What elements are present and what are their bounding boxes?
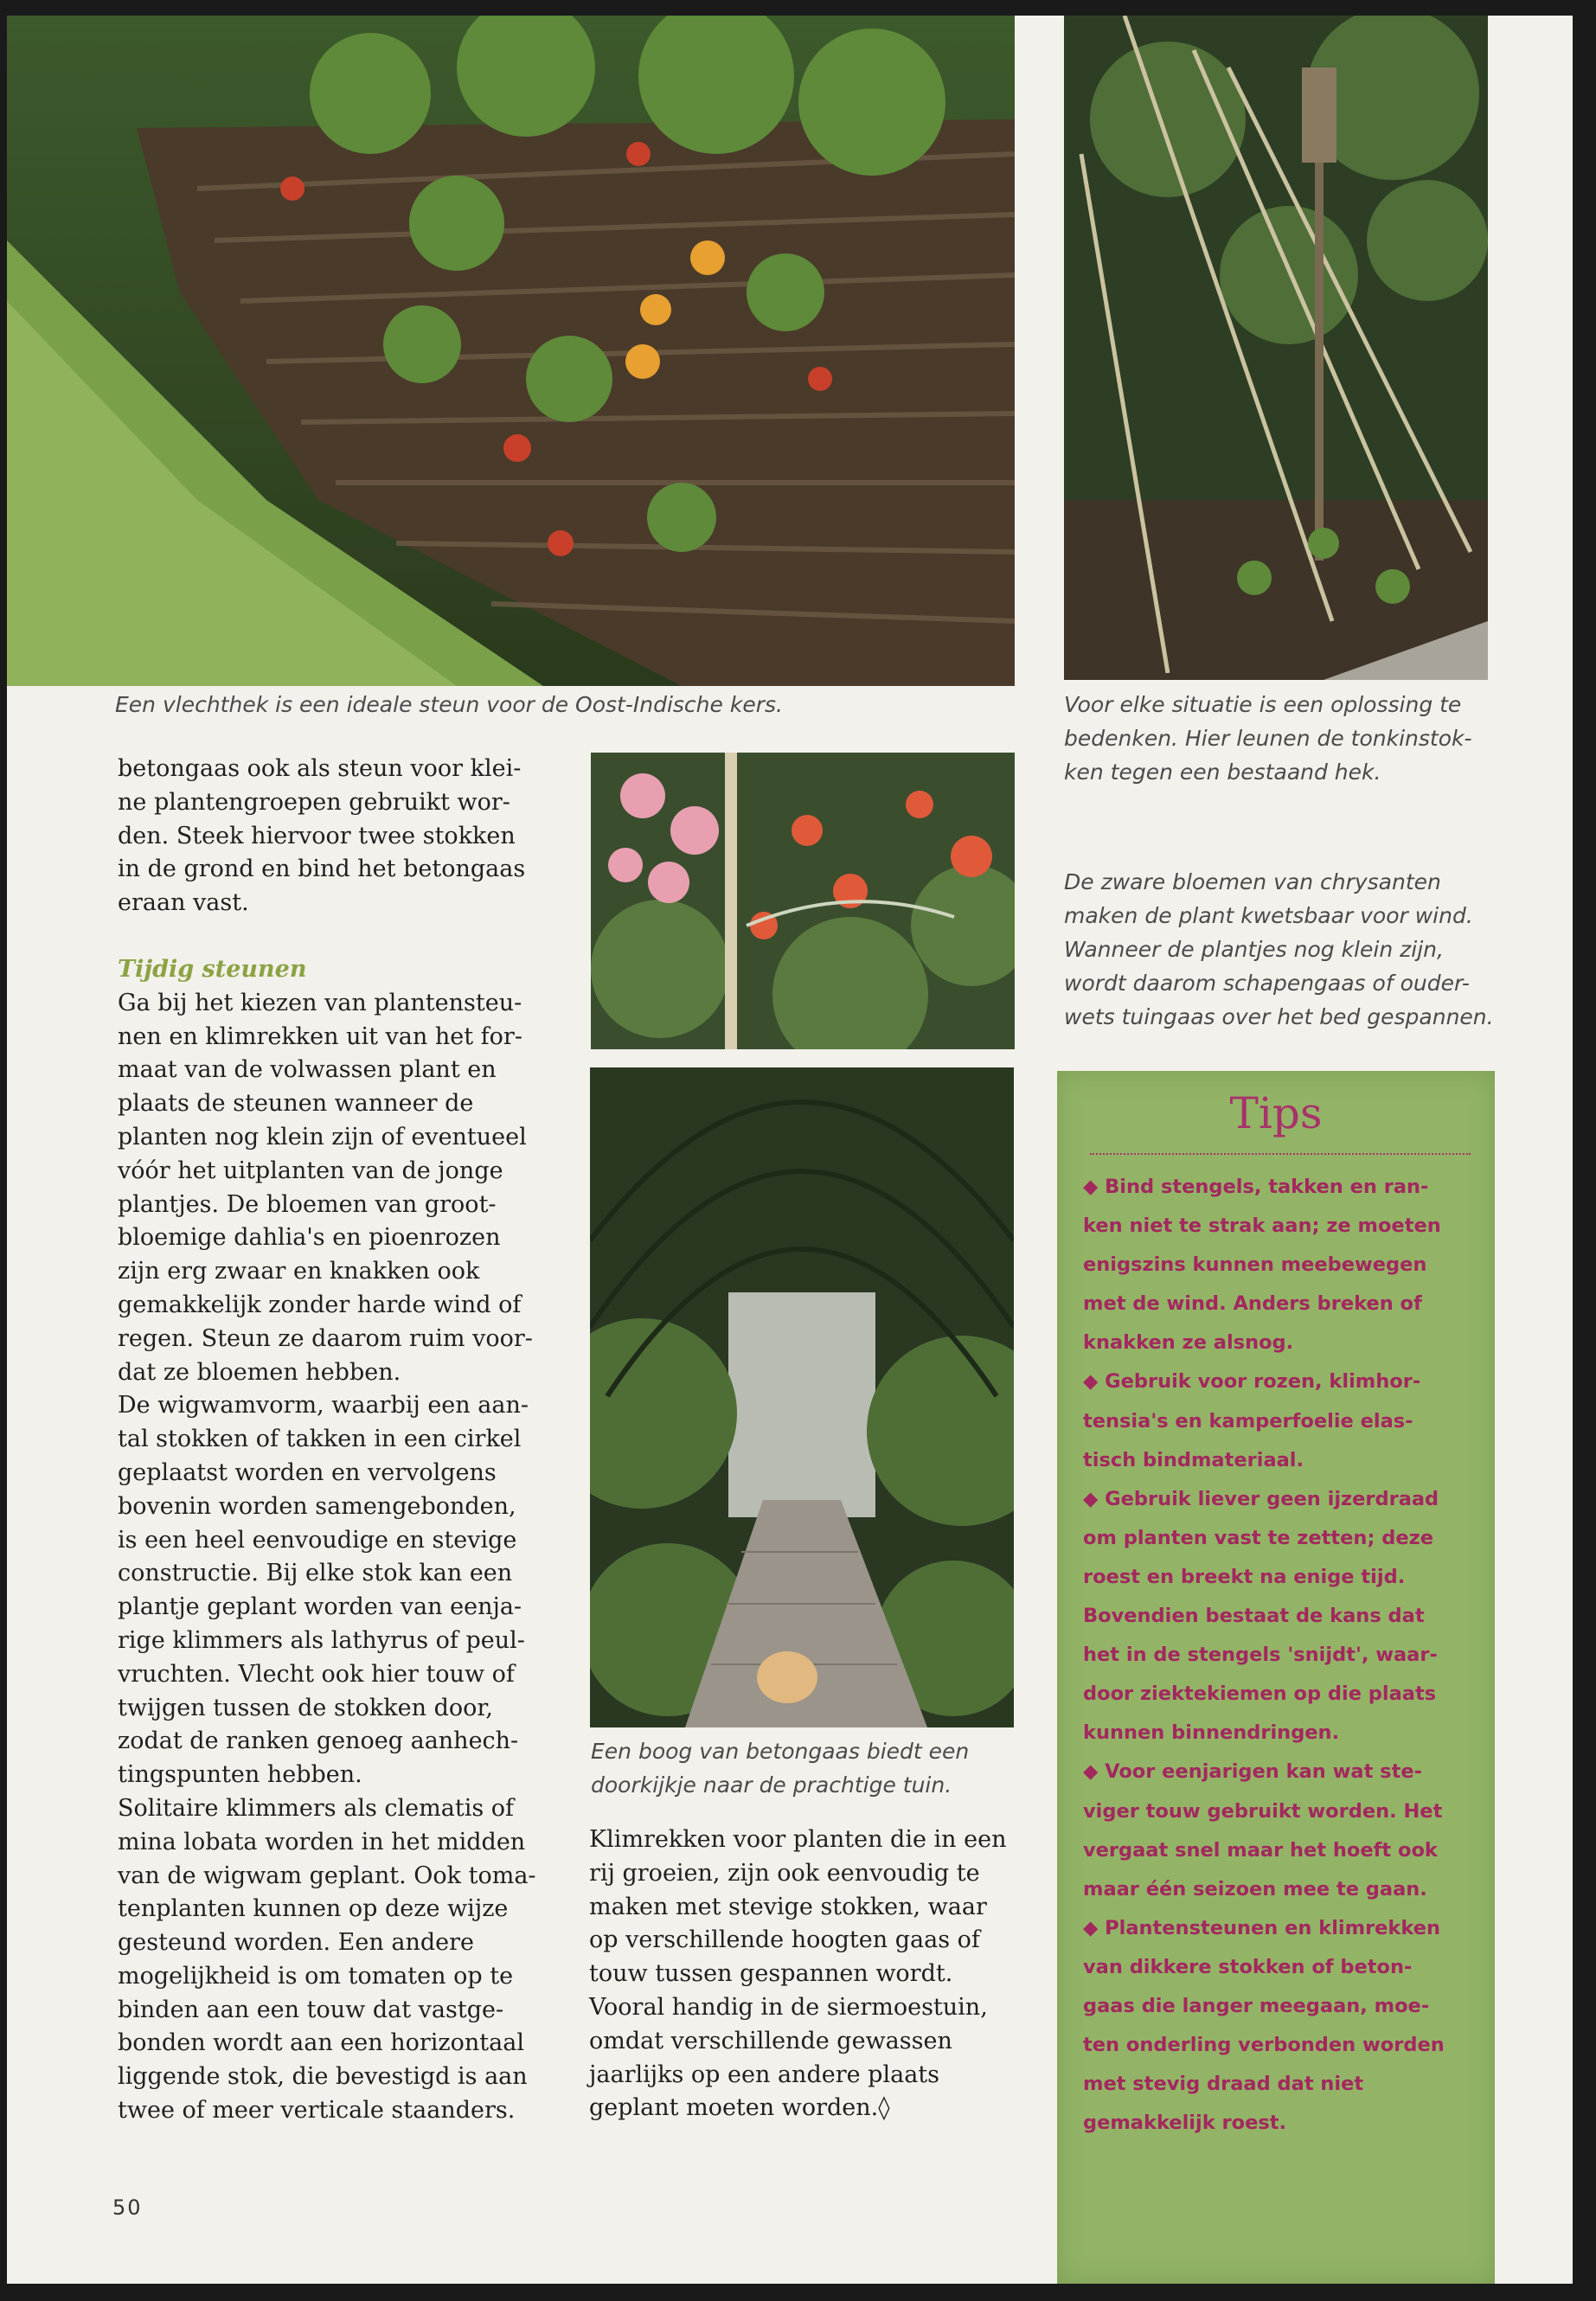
text-line: gemakkelijk zonder harde wind of	[118, 1291, 522, 1318]
tip-text: kunnen binnendringen.	[1083, 1721, 1340, 1745]
text-line: bovenin worden samengebonden,	[118, 1492, 516, 1520]
page-number: 50	[112, 2195, 143, 2220]
text-line: zodat de ranken genoeg aanhech-	[118, 1727, 519, 1755]
tip-text: Bovendien bestaat de kans dat	[1083, 1605, 1425, 1628]
text-line: betongaas ook als steun voor klei-	[118, 755, 522, 782]
tips-title: Tips	[1229, 1088, 1323, 1138]
tips-divider	[1090, 1153, 1471, 1155]
tip-text: Voor eenjarigen kan wat ste-	[1105, 1760, 1422, 1784]
tips-list	[1083, 1168, 1490, 2143]
text-line: mogelijkheid is om tomaten op te	[118, 1962, 514, 1990]
tip-text: met stevig draad dat niet	[1083, 2073, 1364, 2096]
text-line: mina lobata worden in het midden	[118, 1828, 526, 1856]
text-line: touw tussen gespannen wordt.	[589, 1960, 953, 1988]
caption-line: doorkijkje naar de prachtige tuin.	[591, 1772, 952, 1798]
tip-line	[1083, 2065, 1490, 2104]
caption-tonkinstokken	[1064, 688, 1488, 789]
column-2-text	[589, 1823, 1039, 2125]
tip-line	[1083, 1792, 1490, 1831]
tip-text: Bind stengels, takken en ran-	[1105, 1176, 1429, 1198]
tip-line	[1083, 2104, 1490, 2143]
tip-line	[1083, 1597, 1490, 1636]
tip-text: Gebruik voor rozen, klimhor-	[1105, 1370, 1421, 1394]
tips-box	[1057, 1071, 1495, 2284]
diamond-bullet-icon: ◆	[1083, 1370, 1106, 1394]
diamond-bullet-icon: ◆	[1083, 1760, 1106, 1784]
diamond-bullet-icon: ◆	[1083, 1176, 1106, 1198]
caption-vlechthek	[115, 688, 1015, 721]
tip-text: roest en breekt na enige tijd.	[1083, 1565, 1406, 1588]
tip-text: vergaat snel maar het hoeft ook	[1083, 1838, 1438, 1862]
text-line: plantjes. De bloemen van groot-	[118, 1190, 497, 1218]
caption-boog	[591, 1734, 1015, 1802]
tip-item-start	[1083, 1909, 1490, 1948]
bamboo-canes-photo	[1064, 16, 1488, 680]
text-line: twijgen tussen de stokken door,	[118, 1694, 493, 1721]
tip-line	[1083, 1519, 1490, 1558]
text-line: maken met stevige stokken, waar	[589, 1893, 987, 1920]
text-line: tal stokken of takken in een cirkel	[118, 1426, 522, 1453]
tip-item-start	[1083, 1362, 1490, 1401]
tip-line	[1083, 1558, 1490, 1597]
text-line: jaarlijks op een andere plaats	[589, 2061, 939, 2088]
tip-line	[1083, 1831, 1490, 1870]
tip-line	[1083, 2026, 1490, 2065]
text-line: bonden wordt aan een horizontaal	[118, 2029, 524, 2057]
column-1-body	[118, 987, 567, 2128]
text-line: gesteund worden. Een andere	[118, 1929, 474, 1957]
tip-line	[1083, 1324, 1490, 1362]
magazine-page	[7, 16, 1573, 2284]
tip-text: ken niet te strak aan; ze moeten	[1083, 1215, 1441, 1238]
tip-item-start	[1083, 1168, 1490, 1207]
text-line: ne plantengroepen gebruikt wor-	[118, 788, 510, 816]
text-line: Vooral handig in de siermoestuin,	[589, 1993, 988, 2021]
chrysanthemum-bed-photo	[591, 753, 1015, 1049]
text-line: Solitaire klimmers als clematis of	[118, 1794, 515, 1822]
text-line: op verschillende hoogten gaas of	[589, 1926, 980, 1954]
text-line: eraan vast.	[118, 889, 249, 917]
text-line: liggende stok, die bevestigd is aan	[118, 2063, 528, 2091]
text-line: omdat verschillende gewassen	[589, 2027, 952, 2054]
caption-line: Wanneer de plantjes nog klein zijn,	[1064, 937, 1444, 962]
tip-line	[1083, 1987, 1490, 2026]
tip-text: enigszins kunnen meebewegen	[1083, 1253, 1427, 1277]
tip-text: Plantensteunen en klimrekken	[1105, 1916, 1441, 1939]
text-line: rige klimmers als lathyrus of peul-	[118, 1626, 525, 1654]
text-line: planten nog klein zijn of eventueel	[118, 1123, 527, 1150]
diamond-bullet-icon: ◆	[1083, 1487, 1106, 1510]
text-line: den. Steek hiervoor twee stokken	[118, 822, 516, 849]
caption-chrysanten	[1064, 865, 1514, 1034]
wattle-fence-nasturtium-photo	[7, 16, 1015, 686]
tip-item-start	[1083, 1753, 1490, 1791]
tip-line	[1083, 1246, 1490, 1285]
text-line: van de wigwam geplant. Ook toma-	[118, 1862, 536, 1889]
text-line: regen. Steun ze daarom ruim voor-	[118, 1324, 533, 1352]
caption-line: bedenken. Hier leunen de tonkinstok-	[1064, 726, 1472, 751]
text-line: bloemige dahlia's en pioenrozen	[118, 1224, 501, 1252]
tip-text: om planten vast te zetten; deze	[1083, 1526, 1433, 1549]
caption-line: maken de plant kwetsbaar voor wind.	[1064, 903, 1473, 928]
section-subheading: Tijdig steunen	[118, 955, 307, 983]
caption-line: De zware bloemen van chrysanten	[1064, 869, 1441, 894]
text-line: tenplanten kunnen op deze wijze	[118, 1895, 509, 1923]
tip-text: gaas die langer meegaan, moe-	[1083, 1994, 1430, 2017]
diamond-bullet-icon: ◆	[1083, 1916, 1106, 1939]
text-line: geplant moeten worden.◊	[589, 2094, 890, 2122]
tip-item-start	[1083, 1480, 1490, 1519]
caption-line: ken tegen een bestaand hek.	[1064, 760, 1381, 785]
text-line: twee of meer verticale staanders.	[118, 2097, 516, 2125]
tip-line	[1083, 1207, 1490, 1246]
text-line: tingspunten hebben.	[118, 1761, 362, 1789]
tip-text: door ziektekiemen op die plaats	[1083, 1682, 1437, 1706]
text-line: binden aan een touw dat vastge-	[118, 1996, 504, 2023]
text-line: Ga bij het kiezen van plantensteu-	[118, 989, 522, 1016]
tip-line	[1083, 1285, 1490, 1324]
column-2-body	[589, 1823, 1039, 2125]
tip-text: knakken ze alsnog.	[1083, 1331, 1294, 1355]
text-line: vóór het uitplanten van de jonge	[118, 1157, 503, 1184]
text-line: zijn erg zwaar en knakken ook	[118, 1258, 480, 1285]
caption-line: Een vlechthek is een ideale steun voor de Oost-Indische kers.	[115, 692, 783, 717]
tip-line	[1083, 1870, 1490, 1909]
tip-text: viger touw gebruikt worden. Het	[1083, 1799, 1443, 1823]
caption-line: wets tuingaas over het bed gespannen.	[1064, 1004, 1494, 1029]
tip-line	[1083, 1636, 1490, 1675]
tip-text: tisch bindmateriaal.	[1083, 1448, 1304, 1471]
text-line: rij groeien, zijn ook eenvoudig te	[589, 1859, 980, 1887]
text-line: De wigwamvorm, waarbij een aan-	[118, 1392, 529, 1420]
tip-line	[1083, 1714, 1490, 1753]
text-line: dat ze bloemen hebben.	[118, 1358, 401, 1386]
text-line: geplaatst worden en vervolgens	[118, 1458, 497, 1486]
caption-line: Een boog van betongaas biedt een	[591, 1739, 970, 1764]
tip-line	[1083, 1948, 1490, 1987]
tip-text: ten onderling verbonden worden	[1083, 2034, 1445, 2057]
tip-text: tensia's en kamperfoelie elas-	[1083, 1409, 1413, 1433]
column-1-text	[118, 753, 567, 2128]
tip-line	[1083, 1441, 1490, 1480]
text-line: nen en klimrekken uit van het for-	[118, 1022, 522, 1050]
tip-text: maar één seizoen mee te gaan.	[1083, 1877, 1427, 1900]
text-line: plaats de steunen wanneer de	[118, 1090, 474, 1118]
caption-line: Voor elke situatie is een oplossing te	[1064, 692, 1462, 717]
tip-line	[1083, 1675, 1490, 1714]
tip-line	[1083, 1402, 1490, 1441]
text-line: maat van de volwassen plant en	[118, 1056, 497, 1084]
text-line: plantje geplant worden van eenja-	[118, 1593, 522, 1621]
tip-text: Gebruik liever geen ijzerdraad	[1105, 1487, 1439, 1510]
caption-line: wordt daarom schapengaas of ouder-	[1064, 971, 1470, 996]
tip-text: het in de stengels 'snijdt', waar-	[1083, 1644, 1438, 1667]
text-line: vruchten. Vlecht ook hier touw of	[118, 1660, 515, 1688]
text-line: is een heel eenvoudige en stevige	[118, 1526, 517, 1554]
garden-arch-photo	[590, 1067, 1014, 1727]
text-line: constructie. Bij elke stok kan een	[118, 1560, 513, 1587]
tip-text: van dikkere stokken of beton-	[1083, 1955, 1413, 1978]
text-line: in de grond en bind het betongaas	[118, 856, 526, 883]
tip-text: gemakkelijk roest.	[1083, 2112, 1287, 2135]
tip-text: met de wind. Anders breken of	[1083, 1292, 1422, 1316]
text-line: Klimrekken voor planten die in een	[589, 1826, 1007, 1853]
